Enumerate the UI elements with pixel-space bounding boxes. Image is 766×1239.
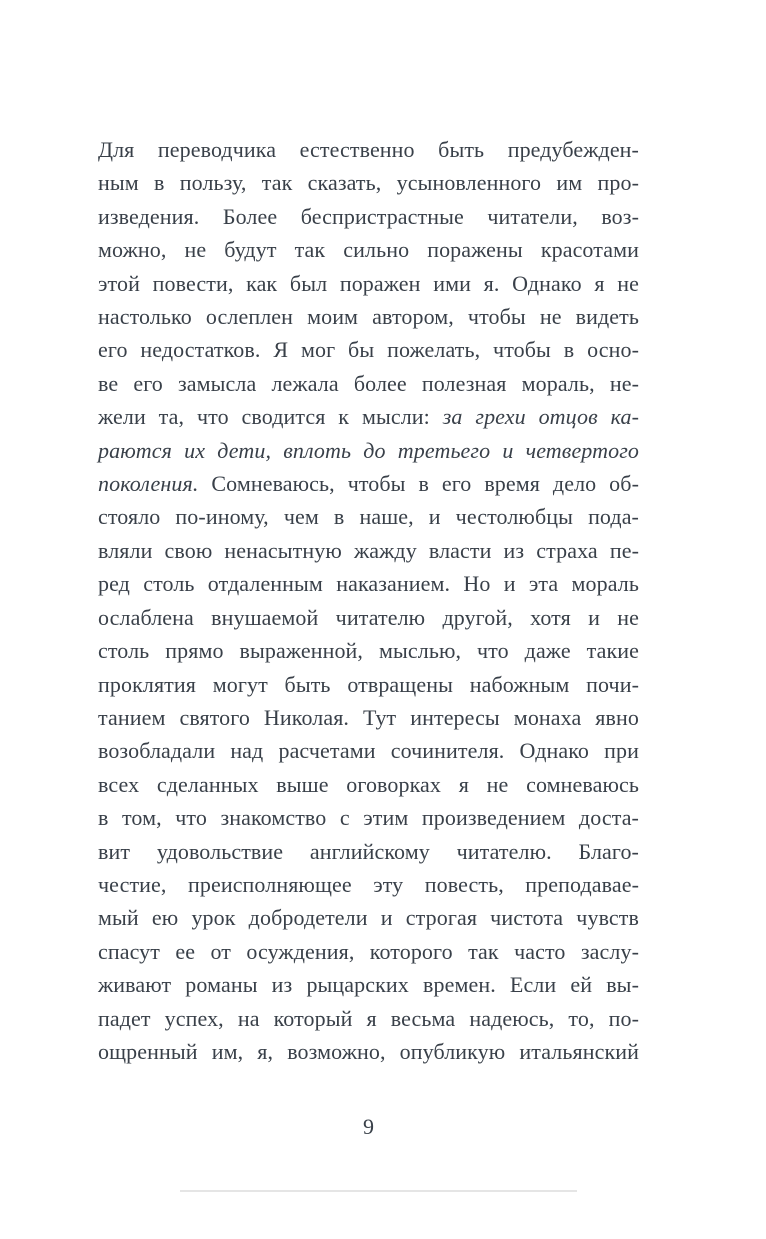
text-line	[98, 935, 639, 968]
text-line	[98, 133, 639, 166]
italic-text-segment: раются их дети, вплоть до третьего и четвертого	[98, 437, 639, 463]
text-line	[98, 233, 639, 266]
text-line	[98, 801, 639, 834]
text-line	[98, 868, 639, 901]
text-segment: ощренный им, я, возможно, опубликую итальянский	[98, 1038, 639, 1064]
text-segment: честие, преисполняющее эту повесть, преподавае-	[98, 871, 639, 897]
text-segment: ным в пользу, так сказать, усыновленного им про-	[98, 170, 639, 196]
text-segment: падет успех, на который я весьма надеюсь, то, по-	[98, 1005, 639, 1031]
text-line	[98, 166, 639, 199]
text-segment: его недостатков. Я мог бы пожелать, чтобы в осно-	[98, 337, 639, 363]
text-segment: ред столь отдаленным наказанием. Но и эта мораль	[98, 571, 639, 597]
text-line	[98, 434, 639, 467]
text-line	[98, 534, 639, 567]
italic-text-segment: за грехи отцов ка-	[442, 404, 640, 430]
text-segment: возобладали над расчетами сочинителя. Однако при	[98, 738, 639, 764]
text-segment: в том, что знакомство с этим произведением доста-	[98, 805, 639, 831]
text-segment: живают романы из рыцарских времен. Если ей вы-	[98, 972, 639, 998]
footer-divider	[180, 1190, 577, 1192]
text-line	[98, 668, 639, 701]
text-line	[98, 634, 639, 667]
text-line	[98, 300, 639, 333]
text-segment: ве его замысла лежала более полезная мораль, не-	[98, 370, 639, 396]
text-segment: Сомневаюсь, чтобы в его время дело об-	[198, 471, 639, 497]
text-line	[98, 734, 639, 767]
text-segment: танием святого Николая. Тут интересы монаха явно	[98, 704, 639, 730]
text-segment: Для переводчика естественно быть предубежден-	[98, 137, 639, 162]
text-line	[98, 768, 639, 801]
body-text	[98, 133, 639, 1068]
text-line	[98, 500, 639, 533]
text-segment: вит удовольствие английскому читателю. Благо-	[98, 838, 639, 864]
text-line	[98, 901, 639, 934]
text-line	[98, 400, 639, 433]
page-number: 9	[363, 1114, 374, 1139]
text-segment: жели та, что сводится к мысли:	[98, 404, 443, 430]
text-segment: столь прямо выраженной, мыслью, что даже такие	[98, 638, 639, 664]
text-segment: всех сделанных выше оговорках я не сомневаюсь	[98, 771, 639, 797]
text-segment: вляли свою ненасытную жажду власти из страха пе-	[98, 537, 639, 563]
text-segment: стояло по-иному, чем в наше, и честолюбцы пода-	[98, 504, 639, 530]
text-line	[98, 701, 639, 734]
text-line	[98, 1002, 639, 1035]
text-line	[98, 1035, 639, 1068]
text-segment: ослаблена внушаемой читателю другой, хотя и не	[98, 604, 639, 630]
text-line	[98, 467, 639, 500]
text-segment: изведения. Более беспристрастные читатели, воз-	[98, 203, 639, 229]
text-segment: можно, не будут так сильно поражены красотами	[98, 237, 639, 263]
text-line	[98, 200, 639, 233]
text-line	[98, 267, 639, 300]
text-segment: спасут ее от осуждения, которого так часто заслу-	[98, 938, 639, 964]
text-segment: мый ею урок добродетели и строгая чистота чувств	[98, 905, 639, 931]
text-segment: проклятия могут быть отвращены набожным почи-	[98, 671, 639, 697]
text-line	[98, 601, 639, 634]
text-line	[98, 968, 639, 1001]
text-line	[98, 367, 639, 400]
text-line	[98, 333, 639, 366]
text-segment: настолько ослеплен моим автором, чтобы не видеть	[98, 304, 639, 330]
text-line	[98, 835, 639, 868]
text-line	[98, 567, 639, 600]
italic-text-segment: поколения.	[98, 471, 199, 497]
text-segment: этой повести, как был поражен ими я. Однако я не	[98, 270, 639, 296]
